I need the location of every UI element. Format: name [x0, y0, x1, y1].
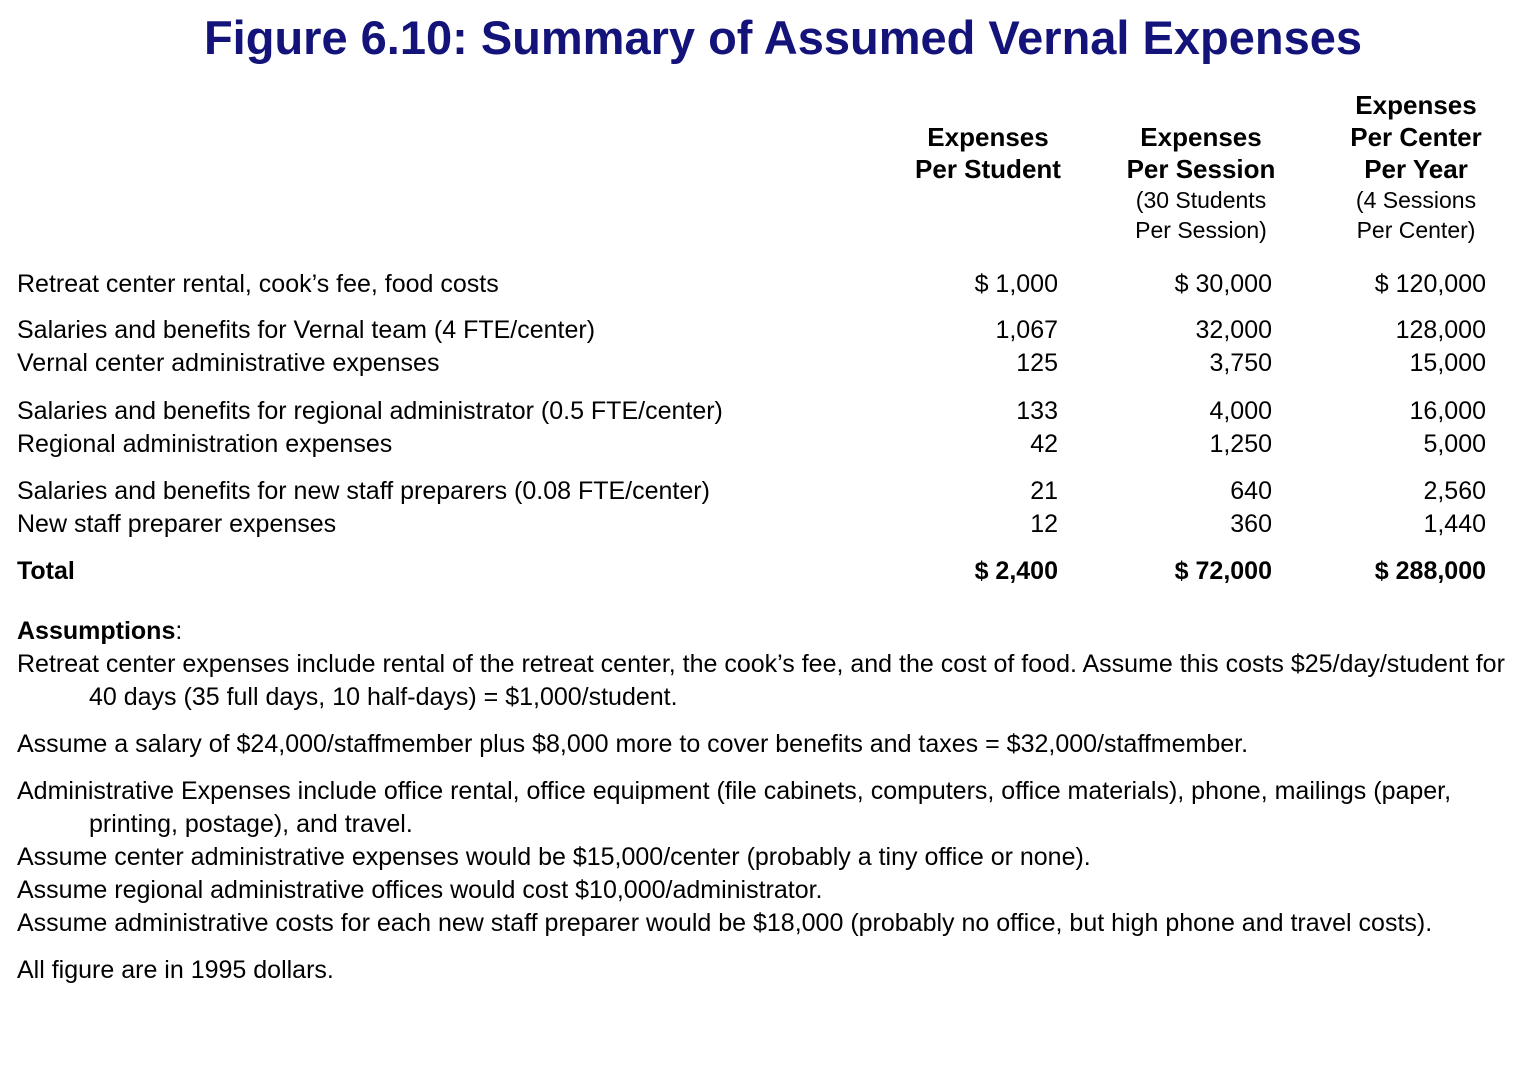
value-per-student: $ 1,000 [974, 270, 1058, 298]
row-label: Retreat center rental, cook’s fee, food costs [17, 270, 499, 298]
column-header-line: Per Session [1126, 154, 1276, 184]
value-per-session: 1,250 [1209, 430, 1272, 458]
table-row-retreat-center [0, 267, 1524, 301]
column-header-line: Expenses [1140, 122, 1262, 152]
value-per-center-year: $ 120,000 [1374, 270, 1486, 298]
value-per-student: 12 [1030, 510, 1058, 538]
value-per-session: 640 [1230, 477, 1272, 505]
row-label: Salaries and benefits for new staff preparers (0.08 FTE/center) [17, 477, 710, 505]
value-per-center-year: 1,440 [1423, 510, 1486, 538]
table-row-preparer-salaries [0, 474, 1524, 508]
column-header-line: Per Center [1350, 122, 1482, 152]
assumptions-colon: : [175, 617, 183, 645]
value-per-student: 133 [1016, 397, 1058, 425]
table-row-regional-admin [0, 427, 1524, 461]
row-label: Regional administration expenses [17, 430, 393, 458]
row-label: Salaries and benefits for Vernal team (4 FTE/center) [17, 316, 596, 344]
note-retreat [17, 648, 1507, 714]
value-per-center-year: 2,560 [1423, 477, 1486, 505]
row-label: Total [17, 557, 75, 585]
note-dollars: All figure are in 1995 dollars. [17, 956, 334, 984]
assumptions-heading-line [17, 615, 1507, 648]
value-per-student: 125 [1016, 349, 1058, 377]
value-per-session: $ 72,000 [1174, 557, 1272, 585]
assumptions-heading: Assumptions [17, 617, 176, 645]
value-per-session: 32,000 [1195, 316, 1272, 344]
note-retreat-continued: 40 days (35 full days, 10 half-days) = $1,000/student. [89, 683, 678, 711]
value-per-student: 42 [1030, 430, 1058, 458]
value-per-student: 1,067 [995, 316, 1058, 344]
value-per-center-year: $ 288,000 [1374, 557, 1486, 585]
note-regional-admin: Assume regional administrative offices would cost $10,000/administrator. [17, 876, 823, 904]
column-header-per-center-per-year [1316, 89, 1516, 245]
value-per-session: 4,000 [1209, 397, 1272, 425]
column-header-line: Per Year [1364, 154, 1468, 184]
value-per-session: $ 30,000 [1174, 270, 1272, 298]
value-per-student: 21 [1030, 477, 1058, 505]
note-admin: Administrative Expenses include office rental, office equipment (file cabinets, computers, office materials), phone, mailings (paper, printing, postage), and travel. [17, 777, 1452, 838]
note-preparer-admin: Assume administrative costs for each new staff preparer would be $18,000 (probably no office, but high phone and travel costs). [17, 909, 1433, 937]
value-per-student: $ 2,400 [974, 557, 1058, 585]
table-row-total [0, 554, 1524, 588]
row-label: Vernal center administrative expenses [17, 349, 440, 377]
column-header-line: Expenses [927, 122, 1049, 152]
table-row-preparer-expenses [0, 507, 1524, 541]
column-header-line: Expenses [1355, 90, 1477, 120]
table-row-vernal-salaries [0, 313, 1524, 347]
note-retreat-text: Retreat center expenses include rental of the retreat center, the cook’s fee, and the cost of food. Assume this costs $25/day/student for [17, 650, 1505, 678]
value-per-center-year: 16,000 [1409, 397, 1486, 425]
column-header-note: Per Center) [1356, 217, 1476, 243]
value-per-center-year: 15,000 [1409, 349, 1486, 377]
column-header-per-student [888, 121, 1088, 185]
value-per-center-year: 128,000 [1395, 316, 1486, 344]
assumptions-section [17, 615, 1507, 987]
row-label: New staff preparer expenses [17, 510, 337, 538]
column-header-note: Per Session) [1135, 217, 1267, 243]
table-row-vernal-admin [0, 346, 1524, 380]
table-row-regional-salaries [0, 394, 1524, 428]
column-header-note: (4 Sessions [1355, 187, 1477, 213]
row-label: Salaries and benefits for regional administrator (0.5 FTE/center) [17, 397, 723, 425]
column-header-line: Per Student [915, 154, 1061, 184]
column-header-per-session [1101, 121, 1301, 245]
note-salary: Assume a salary of $24,000/staffmember plus $8,000 more to cover benefits and taxes = $32,000/staffmember. [17, 730, 1249, 758]
note-center-admin: Assume center administrative expenses would be $15,000/center (probably a tiny office or none). [17, 843, 1091, 871]
value-per-session: 3,750 [1209, 349, 1272, 377]
value-per-center-year: 5,000 [1423, 430, 1486, 458]
column-header-note: (30 Students [1135, 187, 1267, 213]
page-title: Figure 6.10: Summary of Assumed Vernal Expenses [203, 11, 1363, 64]
value-per-session: 360 [1230, 510, 1272, 538]
